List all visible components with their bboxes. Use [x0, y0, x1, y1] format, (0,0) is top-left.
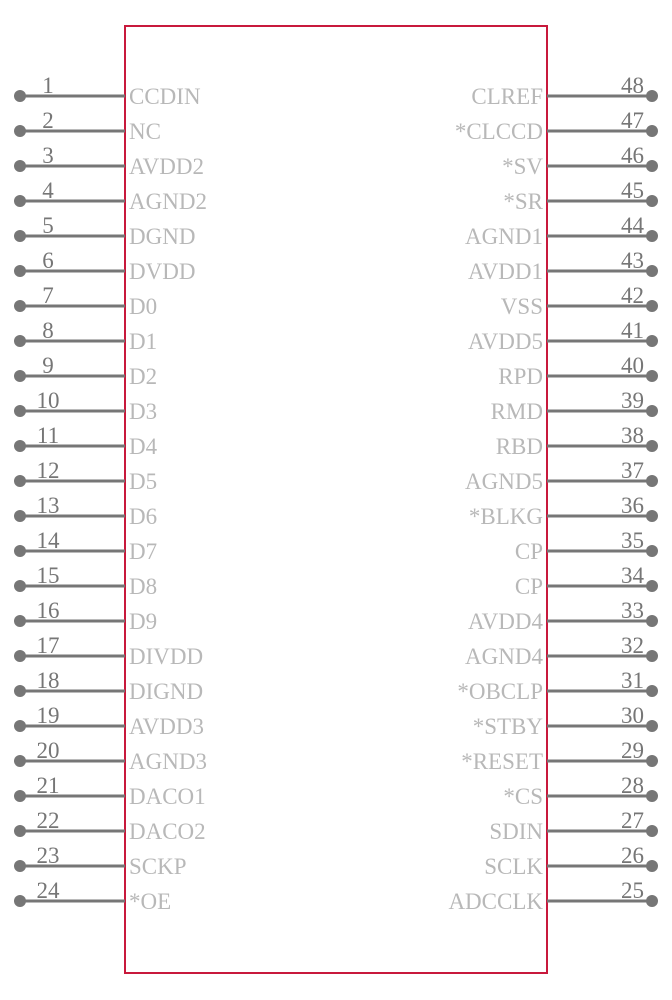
pin-name: DIVDD	[129, 644, 204, 669]
pin-number: 37	[621, 458, 644, 483]
pin-14	[14, 528, 157, 564]
pin-name: AGND2	[129, 189, 207, 214]
pin-number: 38	[621, 423, 644, 448]
pin-35	[515, 528, 658, 564]
pin-name: RBD	[495, 434, 543, 459]
pin-42	[501, 283, 658, 319]
pin-dot	[14, 650, 26, 662]
pin-dot	[14, 755, 26, 767]
pin-dot	[14, 440, 26, 452]
pin-number: 47	[621, 108, 644, 133]
pin-39	[491, 388, 658, 424]
pin-dot	[646, 510, 658, 522]
pin-name: *CS	[503, 784, 543, 809]
pin-dot	[646, 405, 658, 417]
pin-1	[14, 73, 201, 109]
pin-name: AVDD1	[468, 259, 543, 284]
pin-number: 6	[42, 248, 54, 273]
pin-name: *BLKG	[468, 504, 543, 529]
pin-number: 19	[36, 703, 60, 728]
pin-dot	[14, 615, 26, 627]
pin-name: DACO1	[129, 784, 206, 809]
pin-26	[484, 843, 658, 879]
pin-dot	[646, 440, 658, 452]
pin-name: *SV	[502, 154, 543, 179]
pin-dot	[646, 475, 658, 487]
pin-40	[498, 353, 658, 389]
pin-12	[14, 458, 157, 494]
pin-number: 44	[621, 213, 644, 238]
pin-number: 34	[621, 563, 644, 588]
pin-dot	[646, 195, 658, 207]
pin-dot	[646, 720, 658, 732]
pin-number: 32	[621, 633, 644, 658]
pin-number: 21	[36, 773, 60, 798]
pin-6	[14, 248, 195, 284]
pin-number: 20	[36, 738, 60, 763]
pin-41	[468, 318, 658, 354]
pin-name: AVDD4	[468, 609, 543, 634]
pin-dot	[14, 510, 26, 522]
pin-name: AGND5	[465, 469, 543, 494]
pin-number: 29	[621, 738, 644, 763]
pin-number: 11	[36, 423, 60, 448]
pin-33	[468, 598, 658, 634]
pin-number: 43	[621, 248, 644, 273]
pin-number: 16	[36, 598, 60, 623]
pin-37	[465, 458, 658, 494]
pin-25	[448, 878, 658, 914]
pin-7	[14, 283, 157, 319]
pin-number: 26	[621, 843, 644, 868]
pin-number: 41	[621, 318, 644, 343]
pin-name: D9	[129, 609, 158, 634]
pin-28	[503, 773, 658, 809]
pin-number: 27	[621, 808, 644, 833]
pin-number: 2	[42, 108, 54, 133]
pin-dot	[646, 615, 658, 627]
pin-dot	[14, 895, 26, 907]
pin-number: 14	[36, 528, 60, 553]
pin-45	[503, 178, 658, 214]
pin-name: *CLCCD	[454, 119, 543, 144]
pin-number: 12	[36, 458, 60, 483]
pin-dot	[14, 825, 26, 837]
pin-name: DIGND	[129, 679, 204, 704]
pin-3	[14, 143, 204, 179]
pin-number: 15	[36, 563, 60, 588]
pin-name: ADCCLK	[448, 889, 543, 914]
pin-27	[489, 808, 658, 844]
pin-name: D8	[129, 574, 158, 599]
pin-name: *STBY	[472, 714, 543, 739]
pin-name: AGND3	[129, 749, 207, 774]
pin-number: 35	[621, 528, 644, 553]
pin-name: VSS	[500, 294, 543, 319]
pin-number: 17	[36, 633, 60, 658]
pin-36	[469, 493, 658, 529]
pin-dot	[646, 90, 658, 102]
pin-name: CLREF	[471, 84, 543, 109]
pin-dot	[646, 895, 658, 907]
pin-31	[457, 668, 658, 704]
pin-number: 23	[36, 843, 60, 868]
pin-47	[455, 108, 658, 144]
pin-29	[461, 738, 658, 774]
pin-4	[14, 178, 207, 214]
pin-name: AGND1	[465, 224, 543, 249]
pin-name: AVDD2	[129, 154, 204, 179]
pin-22	[14, 808, 206, 844]
pin-30	[473, 703, 658, 739]
pin-dot	[14, 195, 26, 207]
pin-name: AVDD5	[468, 329, 543, 354]
pin-dot	[646, 370, 658, 382]
pin-dot	[646, 790, 658, 802]
pin-dot	[14, 230, 26, 242]
pin-dot	[14, 720, 26, 732]
pin-17	[14, 633, 203, 669]
pin-24	[14, 878, 171, 914]
pin-name: RPD	[498, 364, 543, 389]
pin-name: DGND	[129, 224, 196, 249]
pin-number: 8	[42, 318, 54, 343]
pin-name: D2	[129, 364, 158, 389]
pin-48	[471, 73, 658, 109]
pin-name: AVDD3	[129, 714, 204, 739]
pin-13	[14, 493, 157, 529]
pin-dot	[646, 300, 658, 312]
pin-dot	[14, 370, 26, 382]
pin-number: 5	[42, 213, 54, 238]
pin-number: 7	[42, 283, 54, 308]
pin-dot	[646, 860, 658, 872]
pin-dot	[14, 335, 26, 347]
pin-dot	[14, 685, 26, 697]
pin-23	[14, 843, 187, 879]
pin-dot	[14, 545, 26, 557]
pin-46	[502, 143, 658, 179]
pin-dot	[646, 685, 658, 697]
pin-dot	[646, 125, 658, 137]
pin-number: 9	[42, 353, 54, 378]
pin-name: *RESET	[461, 749, 543, 774]
pin-34	[515, 563, 658, 599]
pin-number: 13	[36, 493, 60, 518]
pin-dot	[646, 230, 658, 242]
pin-38	[496, 423, 658, 459]
pin-dot	[14, 860, 26, 872]
pin-name: RMD	[490, 399, 543, 424]
pin-32	[465, 633, 658, 669]
pin-name: CCDIN	[129, 84, 201, 109]
pin-number: 3	[42, 143, 54, 168]
pin-11	[14, 423, 158, 459]
pin-15	[14, 563, 157, 599]
pin-name: D0	[129, 294, 158, 319]
pin-name: D5	[129, 469, 158, 494]
pin-number: 30	[621, 703, 644, 728]
pin-8	[14, 318, 157, 354]
pin-name: *OBCLP	[457, 679, 543, 704]
pin-dot	[14, 790, 26, 802]
pin-number: 4	[42, 178, 54, 203]
pin-18	[14, 668, 203, 704]
pin-number: 46	[621, 143, 644, 168]
pin-21	[14, 773, 206, 809]
pin-43	[468, 248, 658, 284]
pin-number: 45	[621, 178, 644, 203]
pin-number: 40	[621, 353, 644, 378]
pin-name: CP	[514, 539, 543, 564]
pin-dot	[646, 335, 658, 347]
pin-name: D3	[129, 399, 158, 424]
pin-10	[14, 388, 157, 424]
pin-name: *OE	[129, 889, 172, 914]
pin-name: D7	[129, 539, 158, 564]
pin-dot	[646, 650, 658, 662]
pin-44	[465, 213, 658, 249]
pin-dot	[14, 265, 26, 277]
pin-19	[14, 703, 204, 739]
pin-number: 48	[621, 73, 644, 98]
pin-dot	[646, 755, 658, 767]
pin-dot	[14, 160, 26, 172]
pin-number: 18	[36, 668, 60, 693]
pin-dot	[14, 125, 26, 137]
pin-5	[14, 213, 195, 249]
pin-number: 31	[621, 668, 644, 693]
pin-dot	[646, 265, 658, 277]
pin-name: DACO2	[129, 819, 206, 844]
pin-name: SCLK	[484, 854, 543, 879]
pin-name: D4	[129, 434, 158, 459]
pin-20	[14, 738, 207, 774]
pin-dot	[646, 160, 658, 172]
pin-name: NC	[129, 119, 161, 144]
pin-name: DVDD	[129, 259, 196, 284]
pin-number: 22	[36, 808, 60, 833]
pin-16	[14, 598, 157, 634]
pin-9	[14, 353, 157, 389]
pin-dot	[646, 580, 658, 592]
pin-name: SDIN	[489, 819, 543, 844]
pin-number: 25	[621, 878, 644, 903]
pin-number: 39	[621, 388, 644, 413]
pin-name: *SR	[503, 189, 543, 214]
pin-name: AGND4	[465, 644, 543, 669]
pin-dot	[14, 580, 26, 592]
pin-name: SCKP	[129, 854, 187, 879]
pin-dot	[646, 825, 658, 837]
pin-dot	[14, 300, 26, 312]
pin-name: D1	[129, 329, 158, 354]
pin-dot	[646, 545, 658, 557]
pin-number: 36	[621, 493, 644, 518]
pin-dot	[14, 475, 26, 487]
pin-name: D6	[129, 504, 158, 529]
pin-number: 1	[42, 73, 54, 98]
pin-number: 28	[621, 773, 644, 798]
pin-number: 42	[621, 283, 644, 308]
pin-number: 24	[36, 878, 60, 903]
pin-2	[14, 108, 161, 144]
pin-number: 33	[621, 598, 644, 623]
pin-dot	[14, 405, 26, 417]
pin-number: 10	[36, 388, 60, 413]
pin-name: CP	[514, 574, 543, 599]
pin-dot	[14, 90, 26, 102]
